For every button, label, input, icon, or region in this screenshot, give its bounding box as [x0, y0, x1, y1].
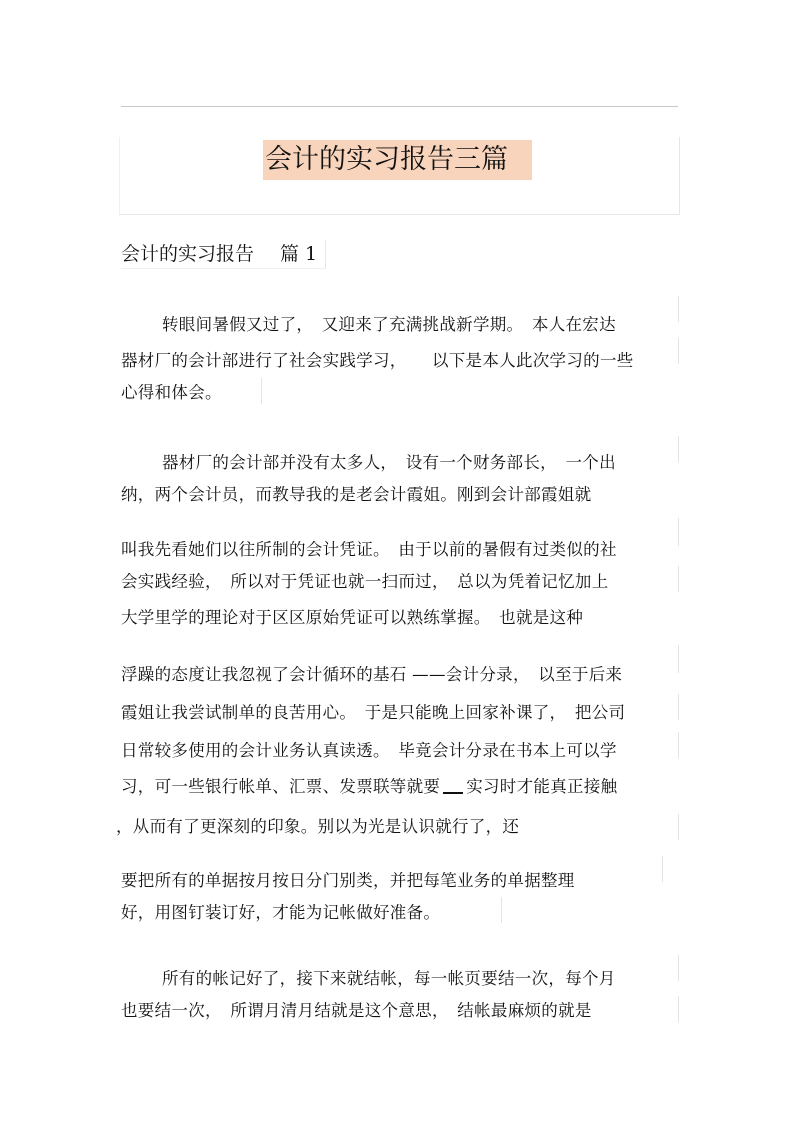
text-line: 大学里学的理论对于区区原始凭证可以熟练掌握。 也就是这种 — [121, 608, 584, 627]
blank-underline — [443, 774, 463, 794]
text-segment: 习，可一些银行帐单、汇票、发票联等就要 — [121, 777, 441, 796]
text-line: 会实践经验， 所以对于凭证也就一扫而过， 总以为凭着记忆加上 — [121, 572, 609, 591]
text-line: 叫我先看她们以往所制的会计凭证。 由于以前的暑假有过类似的社 — [121, 540, 617, 559]
text-line: 浮躁的态度让我忽视了会计循环的基石 ——会计分录， 以至于后来 — [121, 665, 623, 684]
text-line: ，从而有了更深刻的印象。别以为光是认识就行了，还 — [116, 817, 520, 836]
text-line: 所有的帐记好了，接下来就结帐，每一帐页要结一次，每个月 — [162, 969, 616, 988]
text-line: 霞姐让我尝试制单的良苦用心。 于是只能晚上回家补课了， 把公司 — [121, 703, 626, 722]
text-line: 也要结一次， 所谓月清月结就是这个意思， 结帐最麻烦的就是 — [121, 1001, 592, 1020]
section-heading — [121, 240, 326, 269]
text-line: 日常较多使用的会计业务认真读透。 毕竟会计分录在书本上可以学 — [121, 741, 617, 760]
text-line: 好，用图钉装订好，才能为记帐做好准备。 — [121, 903, 441, 922]
document-title: 会计的实习报告三篇 — [263, 140, 532, 180]
top-rule — [121, 106, 678, 107]
text-segment: 实习时才能真正接触 — [466, 777, 618, 796]
section-number: 篇 1 — [280, 243, 318, 265]
text-line: 心得和体会。 — [121, 383, 222, 402]
text-line: 纳，两个会计员，而教导我的是老会计霞姐。刚到会计部霞姐就 — [121, 485, 592, 504]
text-line: 要把所有的单据按月按日分门别类，并把每笔业务的单据整理 — [121, 871, 575, 890]
section-heading-text: 会计的实习报告 — [121, 243, 255, 265]
text-line — [121, 772, 617, 802]
text-line: 器材厂的会计部进行了社会实践学习， 以下是本人此次学习的一些 — [121, 351, 634, 370]
text-line: 器材厂的会计部并没有太多人， 设有一个财务部长， 一个出 — [162, 453, 616, 472]
text-line: 转眼间暑假又过了， 又迎来了充满挑战新学期。 本人在宏达 — [162, 315, 616, 334]
